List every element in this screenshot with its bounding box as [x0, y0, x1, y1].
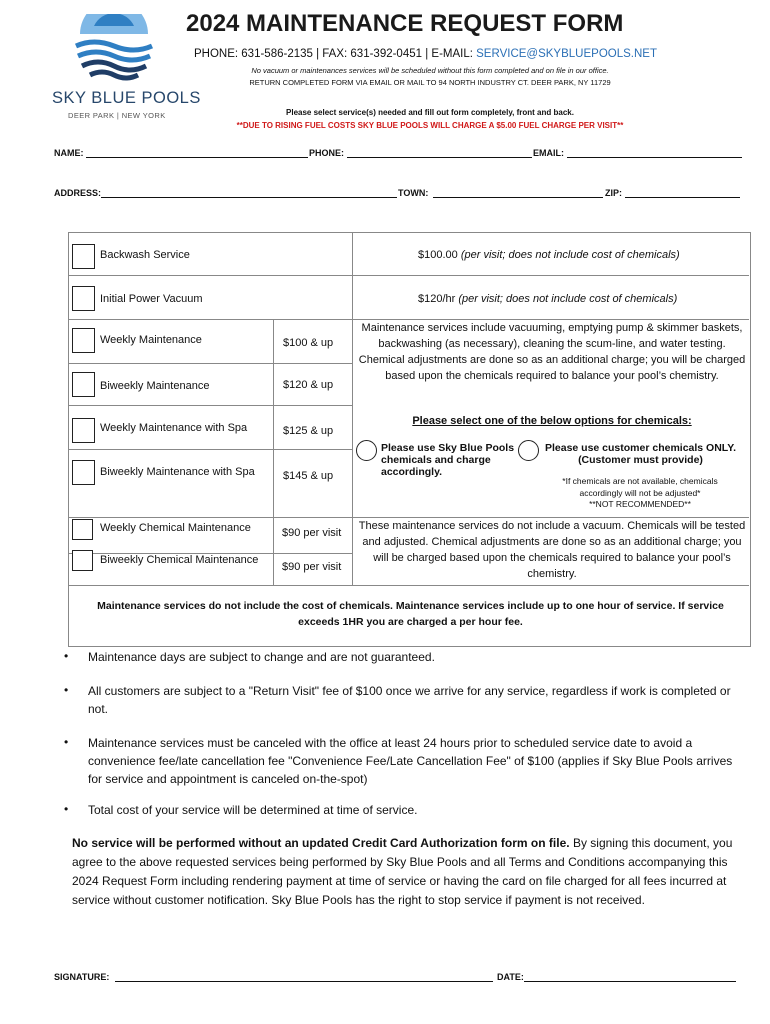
bullet-icon: •: [64, 683, 69, 697]
weekly-spa-price: $125 & up: [283, 425, 334, 437]
customer-chemicals-option: Please use customer chemicals ONLY. (Customer must provide): [544, 442, 737, 466]
name-field[interactable]: [86, 157, 308, 158]
contact-details: PHONE: 631-586-2135 | FAX: 631-392-0451 | E-MAIL:: [194, 48, 477, 60]
initial-vacuum-checkbox[interactable]: [72, 286, 95, 311]
terms-bold-statement: No service will be performed without an updated Credit Card Authorization form on file.: [72, 836, 570, 850]
customer-chemicals-radio[interactable]: [518, 440, 539, 461]
name-label: NAME:: [54, 148, 84, 158]
chemical-options-heading: Please select one of the below options for chemicals:: [412, 415, 692, 427]
biweekly-price: $120 & up: [283, 379, 334, 391]
bullet-icon: •: [64, 735, 69, 749]
bullet-item: Total cost of your service will be determined at time of service.: [88, 803, 418, 817]
email-link[interactable]: SERVICE@SKYBLUEPOOLS.NET: [476, 48, 657, 60]
bullet-icon: •: [64, 802, 69, 816]
address-field[interactable]: [101, 197, 397, 198]
form-required-note: No vacuum or maintenances services will be scheduled without this form completed and on file in our office.: [251, 66, 609, 75]
backwash-price-note: (per visit; does not include cost of chemicals): [457, 249, 680, 261]
terms-paragraph: [72, 834, 747, 910]
instructions-note: Please select service(s) needed and fill out form completely, front and back.: [286, 108, 574, 117]
signature-label: SIGNATURE:: [54, 972, 110, 982]
weekly-spa-checkbox[interactable]: [72, 418, 95, 443]
backwash-label: Backwash Service: [100, 249, 190, 261]
date-label: DATE:: [497, 972, 524, 982]
chemical-maintenance-description: These maintenance services do not include a vacuum. Chemicals will be tested and adjusted. Chemical adjustments are done so as an additional charge; you will be charged based upon the chemicals required to balance your pool’s chemistry.: [358, 520, 746, 580]
logo-location: DEER PARK | NEW YORK: [68, 111, 166, 120]
phone-label: PHONE:: [309, 148, 345, 158]
bullet-item: Maintenance days are subject to change and are not guaranteed.: [88, 650, 435, 664]
initial-vacuum-price-value: $120/hr: [418, 293, 456, 305]
initial-vacuum-label: Initial Power Vacuum: [100, 293, 203, 305]
backwash-checkbox[interactable]: [72, 244, 95, 269]
sky-blue-chemicals-radio[interactable]: [356, 440, 377, 461]
town-label: TOWN:: [398, 188, 429, 198]
return-address-note: RETURN COMPLETED FORM VIA EMAIL OR MAIL TO 94 NORTH INDUSTRY CT. DEER PARK, NY 11729: [249, 78, 611, 87]
zip-field[interactable]: [625, 197, 740, 198]
biweekly-spa-checkbox[interactable]: [72, 460, 95, 485]
address-label: ADDRESS:: [54, 188, 102, 198]
biweekly-spa-price: $145 & up: [283, 470, 334, 482]
biweekly-checkbox[interactable]: [72, 372, 95, 397]
pool-waves-logo-icon: [72, 14, 156, 84]
backwash-price: [418, 249, 680, 261]
maintenance-description: Maintenance services include vacuuming, emptying pump & skimmer baskets, backwashing (as necessary), cleaning the scum-line, and water testing. Chemical adjustments are done so as an additional charge; you will be charged based upon the chemicals required to balance your pool’s chemistry.: [358, 322, 746, 382]
initial-vacuum-price-note: (per visit; does not include cost of chemicals): [455, 293, 678, 305]
town-field[interactable]: [433, 197, 603, 198]
weekly-checkbox[interactable]: [72, 328, 95, 353]
services-summary: Maintenance services do not include the cost of chemicals. Maintenance services include up to one hour of service. If service exceeds 1HR you are charged a per hour fee.: [97, 600, 724, 628]
bullet-icon: •: [64, 649, 69, 663]
biweekly-spa-label: Biweekly Maintenance with Spa: [100, 466, 255, 478]
biweekly-chem-checkbox[interactable]: [72, 550, 93, 571]
sky-blue-chemicals-option: Please use Sky Blue Pools chemicals and charge accordingly.: [381, 442, 515, 478]
weekly-spa-label: Weekly Maintenance with Spa: [100, 422, 248, 434]
biweekly-label: Biweekly Maintenance: [100, 380, 210, 392]
logo-brand-name: SKY BLUE POOLS: [52, 89, 201, 107]
bullet-item: All customers are subject to a "Return Visit" fee of $100 once we arrive for any service, regardless if work is completed or not.: [88, 684, 731, 716]
biweekly-chem-label: Biweekly Chemical Maintenance: [100, 554, 259, 566]
contact-line: [194, 48, 657, 60]
biweekly-chem-price: $90 per visit: [282, 561, 342, 573]
zip-label: ZIP:: [605, 188, 622, 198]
bullet-item: Maintenance services must be canceled with the office at least 24 hours prior to scheduled service date to avoid a convenience fee/late cancellation fee "Convenience Fee/Late Cancellation Fee" of $100 (applies if Sky Blue Pools arrives for service and appointment is canceled on-the-spot): [88, 736, 733, 786]
weekly-label: Weekly Maintenance: [100, 334, 202, 346]
customer-chemicals-note: *If chemicals are not available, chemicals accordingly will not be adjusted*: [562, 476, 718, 498]
weekly-price: $100 & up: [283, 337, 334, 349]
form-title: 2024 MAINTENANCE REQUEST FORM: [186, 10, 624, 37]
initial-vacuum-price: [418, 293, 677, 305]
terms-body: By signing this document, you agree to the above requested services being performed by Sky Blue Pools and all Terms and Conditions accompanying this 2024 Request Form including rendering payment at time of service or having the card on file charged for all fees incurred at service without customer notification. Sky Blue Pools has the right to stop service if payment is not received.: [72, 836, 733, 907]
backwash-price-value: $100.00: [418, 249, 458, 261]
phone-field[interactable]: [347, 157, 532, 158]
email-label: EMAIL:: [533, 148, 564, 158]
fuel-charge-notice: **DUE TO RISING FUEL COSTS SKY BLUE POOLS WILL CHARGE A $5.00 FUEL CHARGE PER VISIT**: [236, 121, 624, 130]
not-recommended-note: **NOT RECOMMENDED**: [589, 499, 691, 509]
weekly-chem-checkbox[interactable]: [72, 519, 93, 540]
email-field[interactable]: [567, 157, 742, 158]
date-field[interactable]: [524, 981, 736, 982]
weekly-chem-label: Weekly Chemical Maintenance: [100, 522, 251, 534]
weekly-chem-price: $90 per visit: [282, 527, 342, 539]
signature-field[interactable]: [115, 981, 493, 982]
